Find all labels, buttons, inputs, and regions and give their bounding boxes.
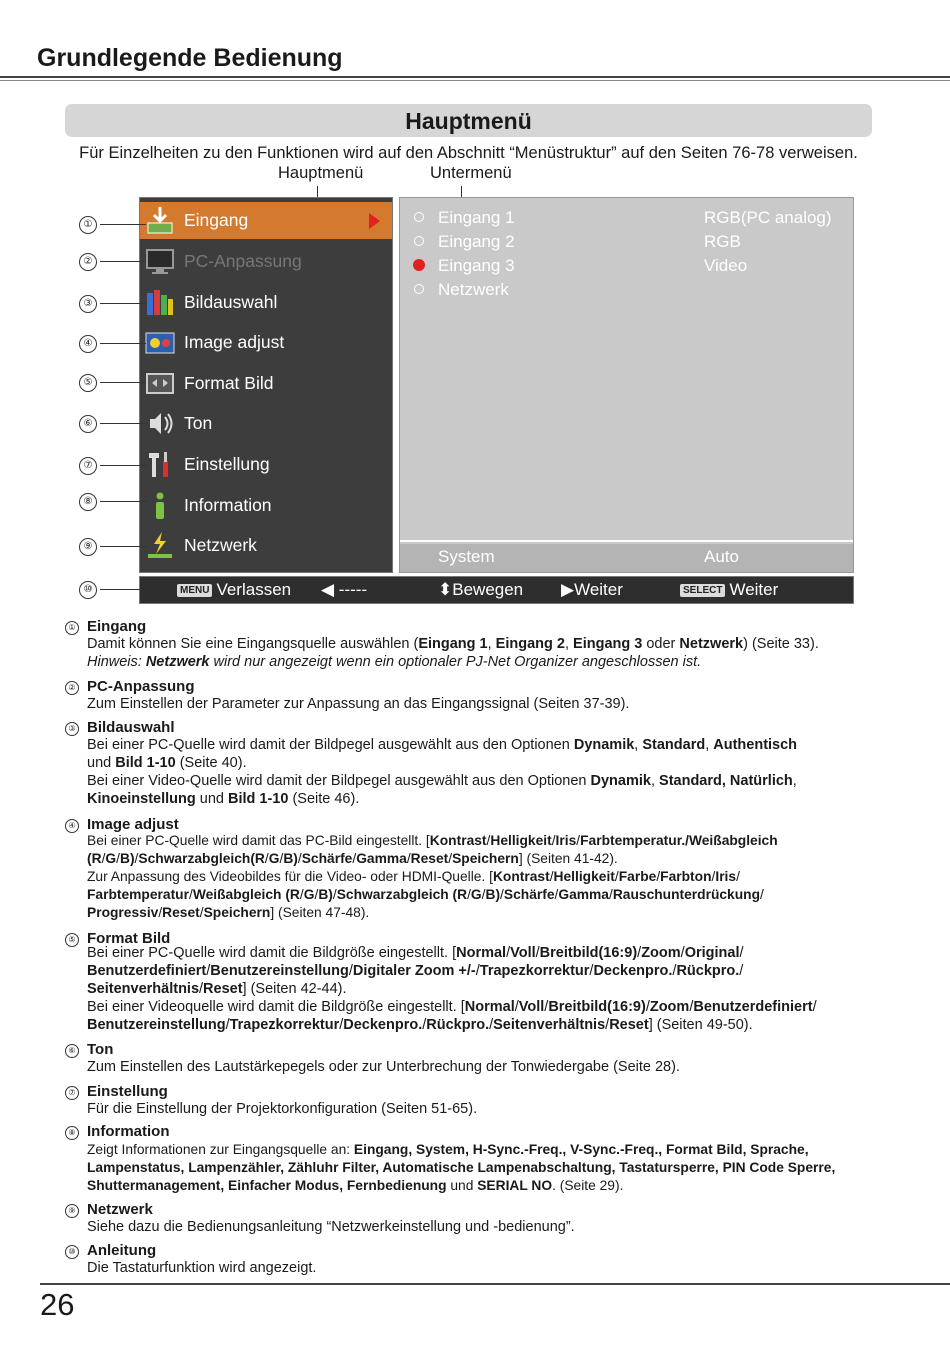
guide-exit (177, 580, 291, 600)
desc-line: Benutzerdefiniert/Benutzereinstellung/Digitaler Zoom +/-/Trapezkorrektur/Deckenpro./Rückpro./ (87, 963, 744, 979)
callout-line (100, 382, 146, 383)
system-value: Auto (704, 547, 739, 566)
guide-move (438, 580, 523, 600)
menu-item-information[interactable] (140, 487, 392, 524)
callout-6: ⑥ (79, 415, 97, 433)
radio-icon (414, 236, 424, 246)
menu-item-bildauswahl[interactable] (140, 284, 392, 321)
menu-item-label: Bildauswahl (184, 292, 278, 312)
desc-line: Progressiv/Reset/Speichern] (Seiten 47-48). (87, 905, 370, 920)
guide-back-label: ----- (338, 580, 368, 599)
submenu-arrow-icon (369, 213, 380, 229)
menu-item-ton[interactable] (140, 405, 392, 442)
menu-item-pc-anpassung[interactable] (140, 243, 392, 280)
desc-title: PC-Anpassung (87, 678, 195, 695)
desc-note: Hinweis: Netzwerk wird nur angezeigt wenn ein optionaler PJ-Net Organizer angeschlossen ist. (87, 654, 702, 670)
header-rule-thin (0, 80, 950, 81)
callout-4: ④ (79, 335, 97, 353)
menu-item-label: Einstellung (184, 454, 270, 474)
guide-select (680, 580, 778, 600)
monitor-icon (144, 246, 176, 277)
callout-9: ⑨ (79, 538, 97, 556)
callout-line (100, 589, 142, 590)
arrow-up-down-icon: ⬍ (438, 580, 453, 599)
desc-title: Bildauswahl (87, 719, 175, 736)
desc-title: Information (87, 1123, 170, 1140)
menu-item-label: Format Bild (184, 373, 274, 393)
submenu-item-eingang-3[interactable] (400, 255, 853, 277)
radio-selected-icon (413, 259, 425, 271)
section-title: Hauptmenü (405, 108, 532, 134)
submenu-item-eingang-1[interactable] (400, 207, 853, 229)
speaker-icon (144, 408, 176, 439)
desc-line: Bei einer Video-Quelle wird damit der Bildpegel ausgewählt aus den Optionen Dynamik, Standard, Natürlich, (87, 773, 797, 789)
submenu-item-name: Eingang 1 (438, 208, 515, 227)
desc-number: ① (65, 621, 79, 635)
callout-10: ⑩ (79, 581, 97, 599)
input-icon (144, 205, 176, 236)
submenu-item-eingang-2[interactable] (400, 231, 853, 253)
header-rule (0, 76, 950, 78)
callout-1: ① (79, 216, 97, 234)
desc-line: Benutzereinstellung/Trapezkorrektur/Deckenpro./Rückpro./Seitenverhältnis/Reset] (Seiten 49-50). (87, 1017, 753, 1033)
callout-8: ⑧ (79, 493, 97, 511)
submenu-item-value: RGB(PC analog) (704, 208, 832, 227)
desc-line: Bei einer PC-Quelle wird damit das PC-Bild eingestellt. [Kontrast/Helligkeit/Iris/Farbtemperatur./Weißabgleich (87, 833, 778, 848)
menu-item-eingang[interactable] (140, 202, 392, 239)
sub-menu-panel (399, 197, 854, 573)
desc-line: Bei einer PC-Quelle wird damit die Bildgröße eingestellt. [Normal/Voll/Breitbild(16:9)/Zoom/Original/ (87, 945, 744, 961)
desc-line: Für die Einstellung der Projektorkonfiguration (Seiten 51-65). (87, 1101, 478, 1117)
desc-line: Zeigt Informationen zur Eingangsquelle an: Eingang, System, H-Sync.-Freq., V-Sync.-Freq., Format Bild, Sprache, (87, 1142, 809, 1157)
menu-item-label: Ton (184, 413, 213, 433)
guide-back (321, 580, 367, 600)
guide-bar (139, 576, 854, 604)
desc-number: ⑦ (65, 1086, 79, 1100)
section-title-bar (65, 104, 872, 137)
submenu-item-name: Eingang 2 (438, 232, 515, 251)
menu-item-format-bild[interactable] (140, 365, 392, 402)
tools-icon (144, 449, 176, 480)
desc-number: ③ (65, 722, 79, 736)
callout-line (100, 224, 146, 225)
desc-title: Einstellung (87, 1083, 168, 1100)
menu-item-label: PC-Anpassung (184, 251, 302, 271)
submenu-item-value: RGB (704, 232, 741, 251)
desc-number: ⑧ (65, 1126, 79, 1140)
callout-7: ⑦ (79, 457, 97, 475)
callout-line (100, 261, 146, 262)
guide-exit-label: Verlassen (216, 580, 292, 599)
desc-line: Siehe dazu die Bedienungsanleitung “Netzwerkeinstellung und -bedienung”. (87, 1219, 575, 1235)
desc-line: Zum Einstellen des Lautstärkepegels oder zur Unterbrechung der Tonwiedergabe (Seite 28). (87, 1059, 680, 1075)
guide-next (561, 580, 623, 600)
menu-item-label: Eingang (184, 210, 249, 230)
radio-icon (414, 212, 424, 222)
page-header-title: Grundlegende Bedienung (37, 44, 343, 72)
desc-line: Bei einer Videoquelle wird damit die Bildgröße eingestellt. [Normal/Voll/Breitbild(16:9)/Zoom/Benutzerdefiniert/ (87, 999, 817, 1015)
desc-number: ⑤ (65, 933, 79, 947)
page-number: 26 (40, 1287, 75, 1322)
arrow-left-icon: ◀ (321, 580, 339, 599)
desc-title: Image adjust (87, 816, 179, 833)
submenu-item-netzwerk[interactable] (400, 279, 853, 301)
main-menu-panel (139, 197, 393, 573)
menu-item-label: Information (184, 495, 272, 515)
arrow-right-icon: ▶ (561, 580, 575, 599)
menu-item-einstellung[interactable] (140, 446, 392, 483)
desc-number: ⑥ (65, 1044, 79, 1058)
desc-line: Shuttermanagement, Einfacher Modus, Fernbedienung und SERIAL NO. (Seite 29). (87, 1178, 624, 1193)
select-key-icon: SELECT (680, 584, 725, 597)
label-main-menu: Hauptmenü (278, 164, 364, 182)
desc-number: ⑩ (65, 1245, 79, 1259)
submenu-item-name: Eingang 3 (438, 256, 515, 275)
desc-line: und Bild 1-10 (Seite 40). (87, 755, 247, 771)
menu-item-image-adjust[interactable] (140, 324, 392, 361)
desc-number: ⑨ (65, 1204, 79, 1218)
screen-size-icon (144, 368, 176, 399)
submenu-item-name: Netzwerk (438, 280, 509, 299)
desc-line: Die Tastaturfunktion wird angezeigt. (87, 1260, 317, 1276)
footer-rule (40, 1283, 950, 1285)
label-sub-menu: Untermenü (430, 164, 512, 182)
info-icon (144, 490, 176, 521)
callout-line (100, 546, 146, 547)
radio-icon (414, 284, 424, 294)
callout-line (100, 465, 146, 466)
desc-line: (R/G/B)/Schwarzabgleich(R/G/B)/Schärfe/Gamma/Reset/Speichern] (Seiten 41-42). (87, 851, 618, 866)
submenu-item-value: Video (704, 256, 748, 275)
callout-5: ⑤ (79, 374, 97, 392)
callout-2: ② (79, 253, 97, 271)
desc-title: Netzwerk (87, 1201, 153, 1218)
desc-title: Format Bild (87, 930, 171, 947)
menu-item-label: Netzwerk (184, 535, 257, 555)
callout-line (100, 423, 146, 424)
desc-title: Ton (87, 1041, 114, 1058)
system-label: System (438, 547, 495, 566)
desc-line: Seitenverhältnis/Reset] (Seiten 42-44). (87, 981, 347, 997)
desc-line: Kinoeinstellung und Bild 1-10 (Seite 46). (87, 791, 360, 807)
desc-title: Eingang (87, 618, 147, 635)
desc-number: ④ (65, 819, 79, 833)
desc-line: Zum Einstellen der Parameter zur Anpassung an das Eingangssignal (Seiten 37-39). (87, 696, 630, 712)
callout-line (100, 303, 146, 304)
desc-line: Zur Anpassung des Videobildes für die Video- oder HDMI-Quelle. [Kontrast/Helligkeit/Farbe/Farbton/Iris/ (87, 869, 740, 884)
desc-number: ② (65, 681, 79, 695)
desc-line: Lampenstatus, Lampenzähler, Zähluhr Filter, Automatische Lampenabschaltung, Tastatursperre, PIN Code Sperre, (87, 1160, 836, 1175)
guide-select-label: Weiter (729, 580, 779, 599)
submenu-divider (400, 540, 853, 542)
menu-item-label: Image adjust (184, 332, 285, 352)
callout-line (100, 501, 146, 502)
desc-line: Farbtemperatur/Weißabgleich (R/G/B)/Schwarzabgleich (R/G/B)/Schärfe/Gamma/Rauschunterdrückung/ (87, 887, 764, 902)
guide-next-label: Weiter (574, 580, 623, 599)
desc-line: Bei einer PC-Quelle wird damit der Bildpegel ausgewählt aus den Optionen Dynamik, Standard, Authentisch (87, 737, 798, 753)
guide-move-label: Bewegen (452, 580, 524, 599)
network-icon (144, 530, 176, 561)
desc-title: Anleitung (87, 1242, 157, 1259)
desc-line: Damit können Sie eine Eingangsquelle auswählen (Eingang 1, Eingang 2, Eingang 3 oder Netzwerk) (Seite 33). (87, 636, 819, 652)
system-row (400, 544, 853, 572)
menu-item-netzwerk[interactable] (140, 527, 392, 564)
image-adjust-icon (144, 327, 176, 358)
intro-text: Für Einzelheiten zu den Funktionen wird auf den Abschnitt “Menüstruktur” auf den Seiten 76-78 verweisen. (79, 144, 858, 162)
menu-key-icon: MENU (177, 584, 212, 597)
color-bars-icon (144, 287, 176, 318)
callout-line (100, 343, 146, 344)
callout-3: ③ (79, 295, 97, 313)
